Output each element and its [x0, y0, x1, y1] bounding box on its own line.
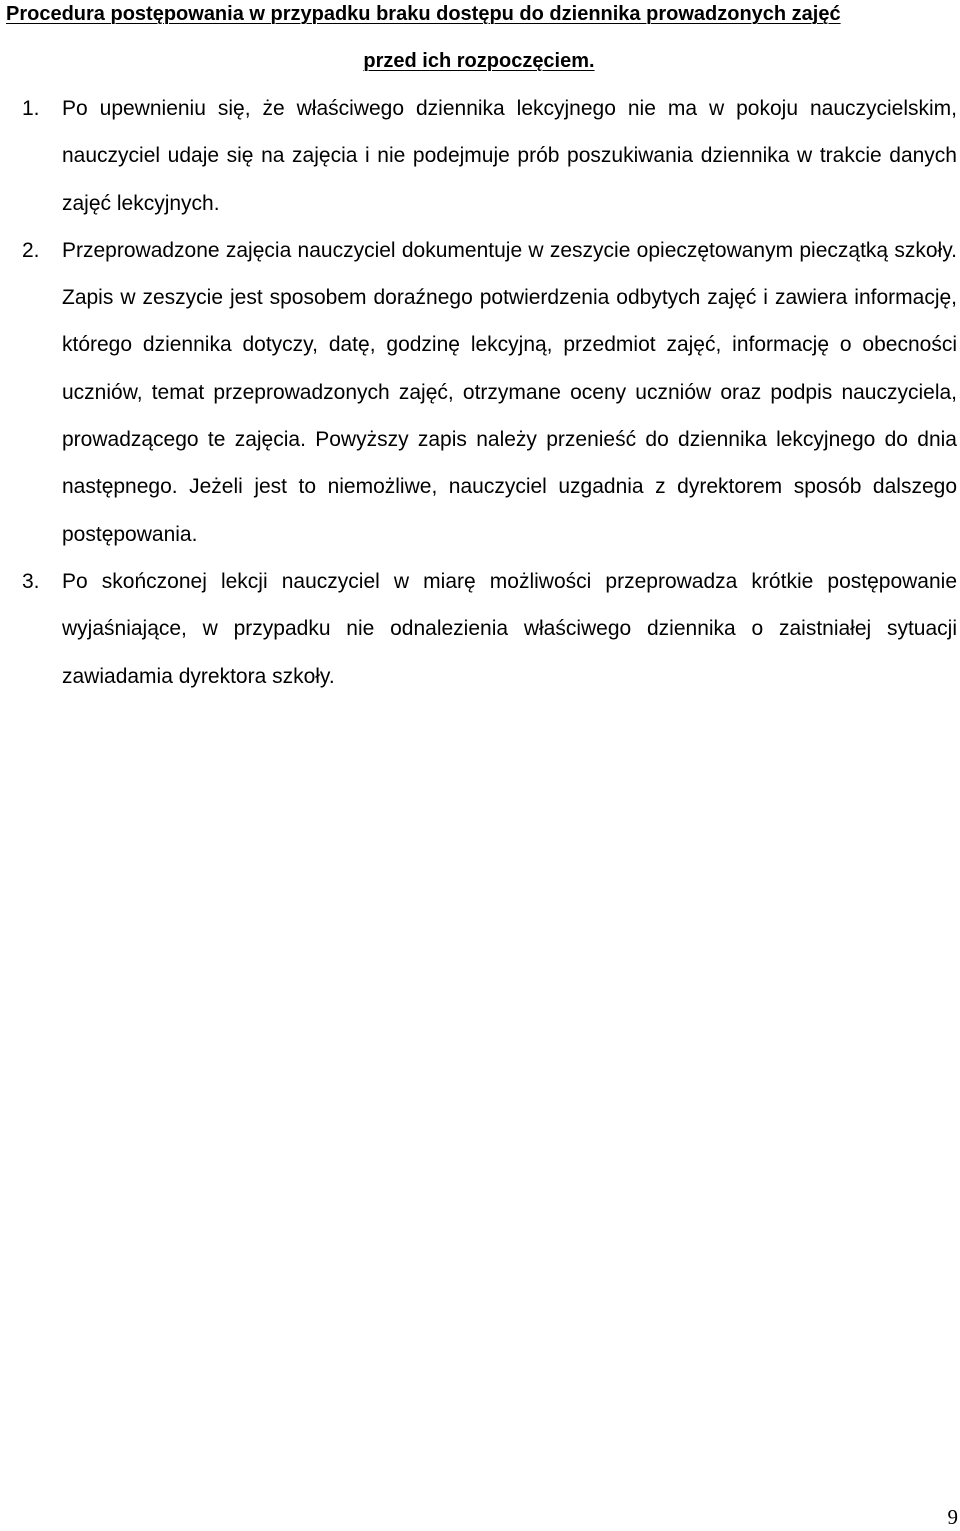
document-title-line-2: przed ich rozpoczęciem. [363, 50, 595, 72]
document-title [6, 0, 952, 85]
procedure-item-number: 3. [22, 569, 40, 593]
procedure-item-number: 1. [22, 97, 40, 120]
procedure-item [22, 85, 957, 227]
procedure-item-text: Przeprowadzone zajęcia nauczyciel dokumentuje w zeszycie opieczętowanym pieczątką szkoły. Zapis w zeszycie jest sposobem doraźnego potwierdzenia odbytych zajęć i zawiera informację, którego dziennika dotyczy, datę, godzinę lekcyjną, przedmiot zajęć, informację o obecności uczniów, temat przeprowadzonych zajęć, otrzymane oceny uczniów oraz podpis nauczyciela, prowadzącego te zajęcia. Powyższy zapis należy przenieść do dziennika lekcyjnego do dnia następnego. Jeżeli jest to niemożliwe, nauczyciel uzgadnia z dyrektorem sposób dalszego postępowania. [62, 238, 957, 546]
procedure-item [22, 227, 957, 558]
procedure-item-number: 2. [22, 238, 40, 262]
document-title-line-1: Procedura postępowania w przypadku braku dostępu do dziennika prowadzonych zajęć [6, 3, 841, 25]
procedure-item [22, 558, 957, 700]
procedure-list [22, 85, 957, 700]
procedure-item-text: Po skończonej lekcji nauczyciel w miarę możliwości przeprowadza krótkie postępowanie wyjaśniające, w przypadku nie odnalezienia właściwego dziennika o zaistniałej sytuacji zawiadamia dyrektora szkoły. [62, 569, 957, 688]
page-number: 9 [947, 1505, 958, 1529]
procedure-item-text: Po upewnieniu się, że właściwego dziennika lekcyjnego nie ma w pokoju nauczycielskim, nauczyciel udaje się na zajęcia i nie podejmuje prób poszukiwania dziennika w trakcie danych zajęć lekcyjnych. [62, 97, 957, 215]
